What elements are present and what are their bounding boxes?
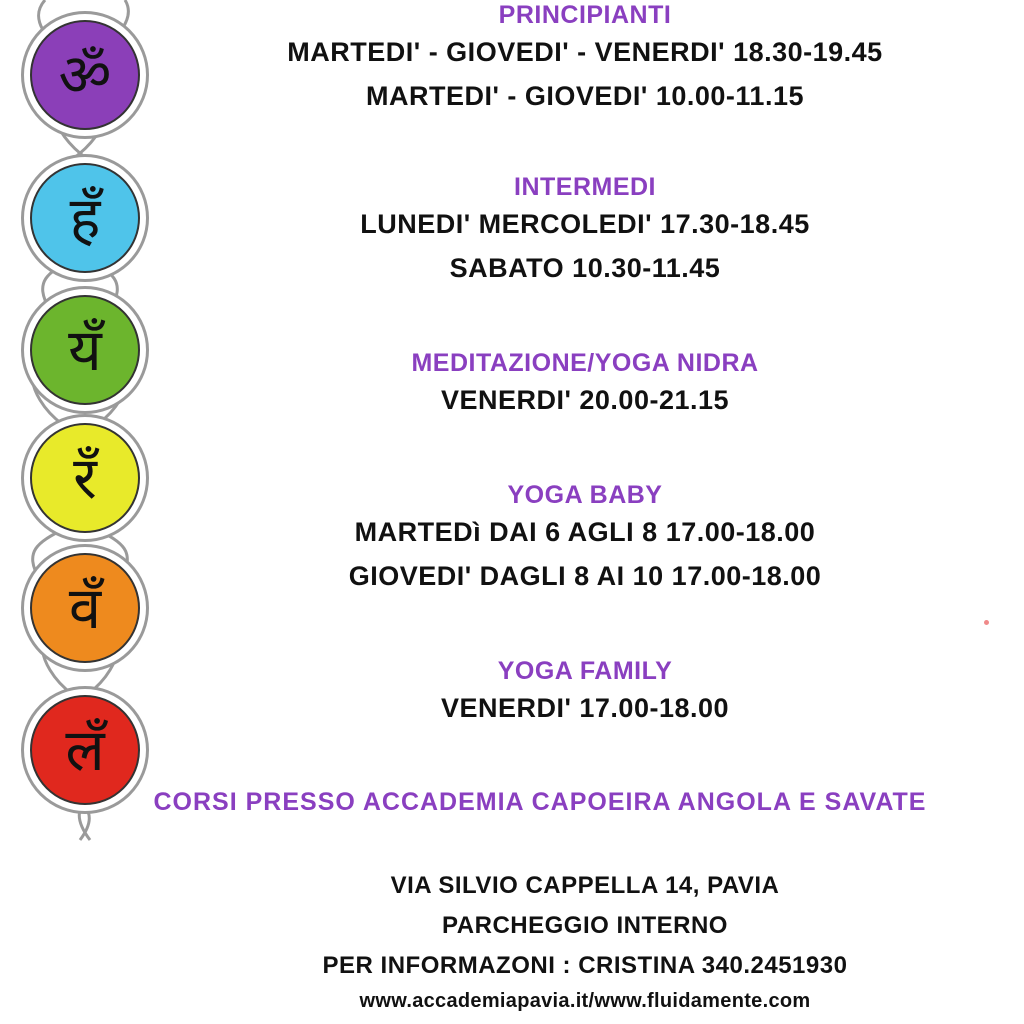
- heart-chakra-icon: [21, 286, 149, 414]
- chakra-glyph: हँ: [69, 184, 101, 252]
- schedule-line: SABATO 10.30-11.45: [449, 253, 721, 283]
- section-yoga-baby: [150, 480, 1020, 598]
- footer-info: [150, 866, 1020, 1016]
- schedule-line: LUNEDI' MERCOLEDI' 17.30-18.45: [360, 209, 810, 239]
- chakra-glyph: वँ: [68, 574, 102, 642]
- section-principianti: [150, 0, 1020, 118]
- schedule-line: MARTEDI' - GIOVEDI' 10.00-11.15: [366, 81, 804, 111]
- throat-chakra-icon: [21, 154, 149, 282]
- address-line: VIA SILVIO CAPPELLA 14, PAVIA: [390, 872, 780, 899]
- parking-line: PARCHEGGIO INTERNO: [442, 912, 728, 939]
- contact-line: PER INFORMAZONI : CRISTINA 340.2451930: [322, 952, 848, 979]
- section-title: MEDITAZIONE/YOGA NIDRA: [411, 349, 759, 377]
- section-yoga-family: [150, 656, 1020, 730]
- section-title: YOGA BABY: [507, 481, 663, 509]
- schedule-line: VENERDI' 20.00-21.15: [440, 385, 730, 415]
- section-title: INTERMEDI: [514, 173, 656, 201]
- section-intermedi: [150, 172, 1020, 290]
- venue-title: CORSI PRESSO ACCADEMIA CAPOEIRA ANGOLA E SAVATE: [153, 788, 927, 816]
- sacral-chakra-icon: [21, 544, 149, 672]
- crown-chakra-icon: [21, 11, 149, 139]
- website-link[interactable]: www.accademiapavia.it/www.fluidamente.com: [359, 990, 811, 1012]
- section-title: PRINCIPIANTI: [498, 1, 672, 29]
- chakra-glyph: यँ: [68, 316, 102, 384]
- schedule-line: MARTEDì DAI 6 AGLI 8 17.00-18.00: [354, 517, 816, 547]
- chakra-glyph: लँ: [65, 716, 105, 784]
- schedule-line: MARTEDI' - GIOVEDI' - VENERDI' 18.30-19.45: [287, 37, 883, 67]
- schedule-line: VENERDI' 17.00-18.00: [440, 693, 730, 723]
- schedule-line: GIOVEDI' DAGLI 8 AI 10 17.00-18.00: [348, 561, 822, 591]
- chakra-glyph: ॐ: [58, 41, 112, 109]
- chakra-glyph: रँ: [73, 444, 97, 512]
- decorative-dot: [984, 620, 989, 625]
- solar-plexus-chakra-icon: [21, 414, 149, 542]
- root-chakra-icon: [21, 686, 149, 814]
- section-title: YOGA FAMILY: [497, 657, 673, 685]
- chakra-column: [0, 0, 170, 850]
- section-meditazione: [150, 348, 1020, 422]
